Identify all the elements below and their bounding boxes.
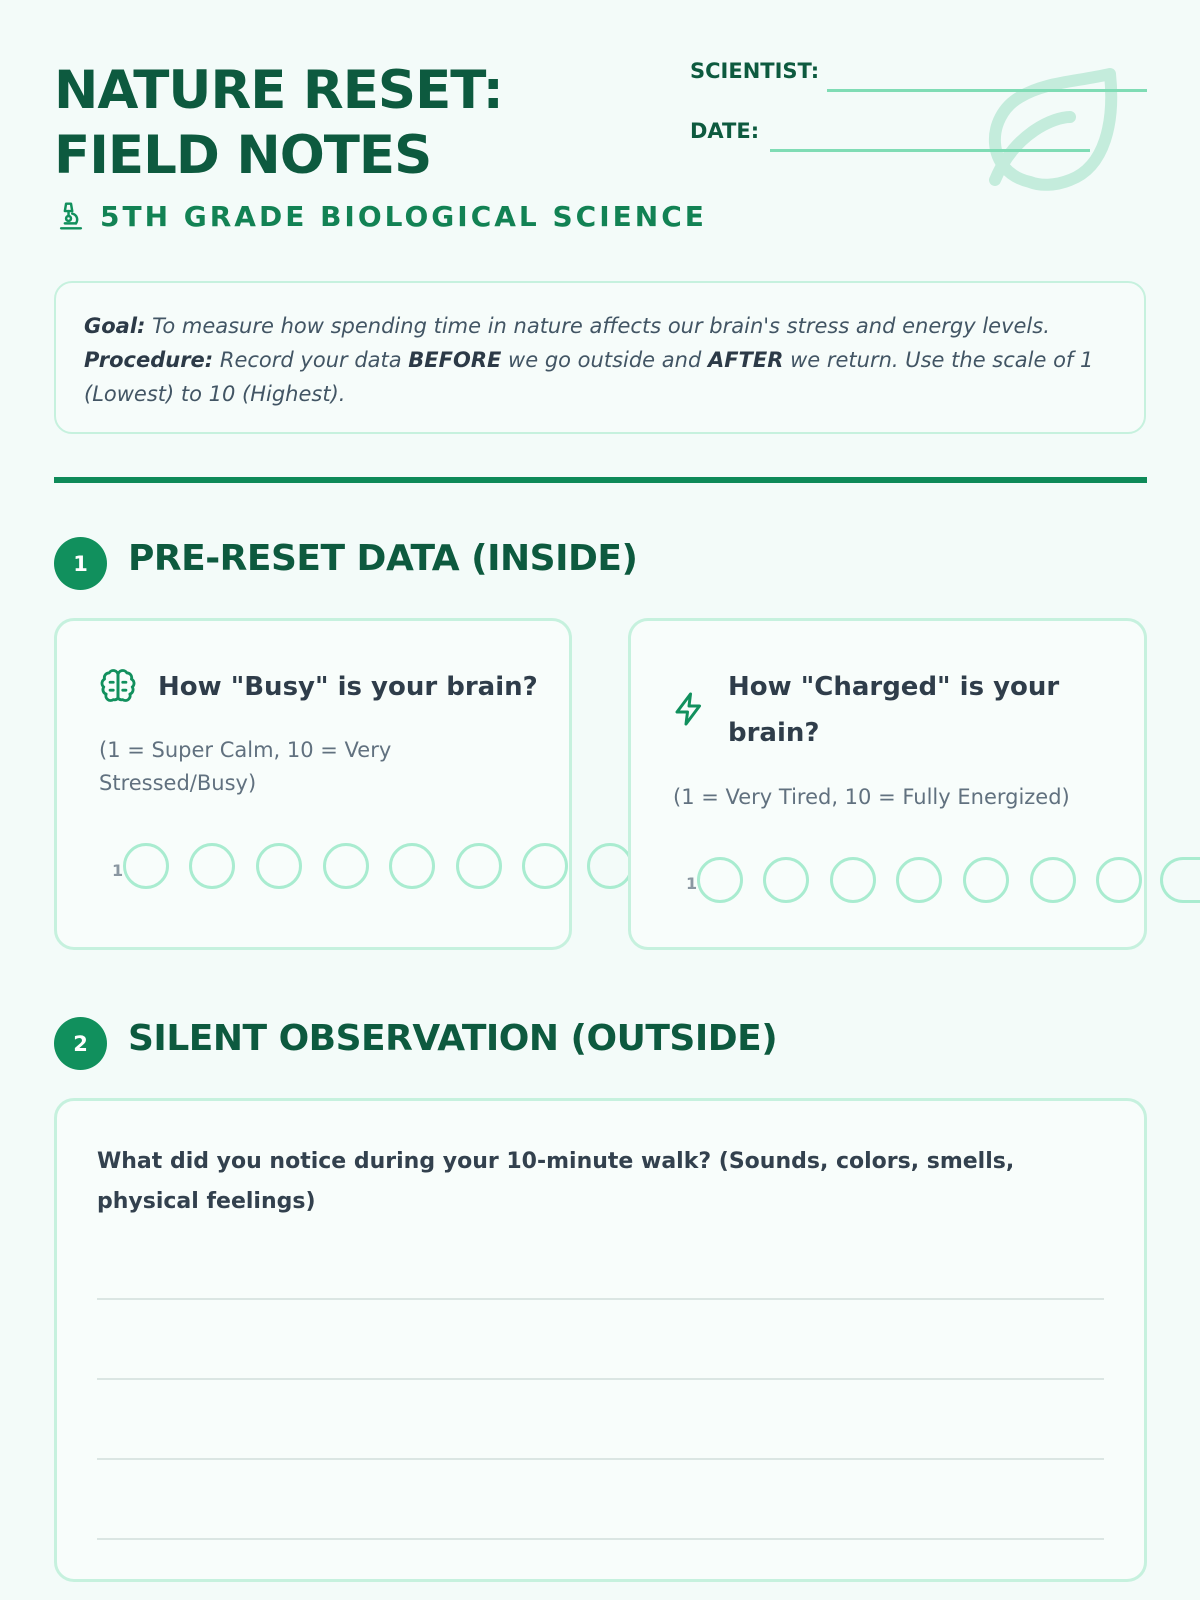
scientist-field[interactable] [827,89,1147,92]
rating-bubble-7[interactable] [522,843,568,889]
scale-start-label: 1 [686,874,698,893]
rating-bubble-2[interactable] [763,857,809,903]
procedure-line [84,343,1116,411]
goal-line [84,309,1116,343]
scientist-label: SCIENTIST: [690,59,820,83]
rating-bubble-8[interactable] [587,843,633,889]
answer-line-2[interactable] [97,1378,1104,1380]
charged-question: How "Charged" is your brain? [728,672,1060,748]
observation-question: What did you notice during your 10-minute walk? (Sounds, colors, smells, physical feelings) [97,1149,1015,1214]
rating-bubble-5[interactable] [389,843,435,889]
rating-bubble-1[interactable] [123,843,169,889]
rating-bubble-3[interactable] [830,857,876,903]
rating-bubble-1[interactable] [697,857,743,903]
instructions-box [54,281,1146,434]
leaf-icon [975,62,1140,192]
procedure-text: Record your data [213,348,409,372]
lightning-icon [671,691,707,727]
rating-bubble-3[interactable] [256,843,302,889]
rating-bubble-2[interactable] [189,843,235,889]
answer-line-3[interactable] [97,1458,1104,1460]
title-line-1: NATURE RESET: [54,60,503,121]
rating-bubble-7[interactable] [1096,857,1142,903]
page-title [54,58,654,188]
date-field[interactable] [770,149,1090,152]
section-1-badge: 1 [54,537,107,590]
section-2-title: SILENT OBSERVATION (OUTSIDE) [128,1018,778,1059]
subtitle-text: 5TH GRADE BIOLOGICAL SCIENCE [100,199,707,233]
answer-line-1[interactable] [97,1298,1104,1300]
section-1-title: PRE-RESET DATA (INSIDE) [128,538,638,579]
rating-bubble-8[interactable] [1160,857,1200,903]
before-emphasis: BEFORE [408,348,502,372]
procedure-label: Procedure: [84,348,214,372]
procedure-text: we return. Use the scale of 1 (Lowest) to 10 (Highest). [84,348,1094,406]
rating-bubble-5[interactable] [963,857,1009,903]
rating-bubble-6[interactable] [1030,857,1076,903]
microscope-icon [56,200,86,232]
rating-bubble-6[interactable] [456,843,502,889]
busy-scale-hint: (1 = Super Calm, 10 = Very Stressed/Busy) [99,738,392,795]
date-label: DATE: [690,119,760,143]
title-line-2: FIELD NOTES [54,125,432,186]
charged-scale-hint: (1 = Very Tired, 10 = Fully Energized) [673,785,1070,809]
goal-text: To measure how spending time in nature affects our brain's stress and energy levels. [145,314,1050,338]
goal-label: Goal: [84,314,146,338]
busy-question: How "Busy" is your brain? [158,672,538,702]
subtitle [56,198,707,234]
after-emphasis: AFTER [707,348,784,372]
section-2-badge: 2 [54,1017,107,1070]
charged-brain-card [628,618,1147,950]
answer-line-4[interactable] [97,1538,1104,1540]
section-divider [54,477,1147,483]
scale-start-label: 1 [112,861,124,880]
rating-bubble-4[interactable] [896,857,942,903]
brain-icon [99,668,137,706]
procedure-text: we go outside and [501,348,708,372]
busy-brain-card [54,618,572,950]
rating-bubble-4[interactable] [323,843,369,889]
